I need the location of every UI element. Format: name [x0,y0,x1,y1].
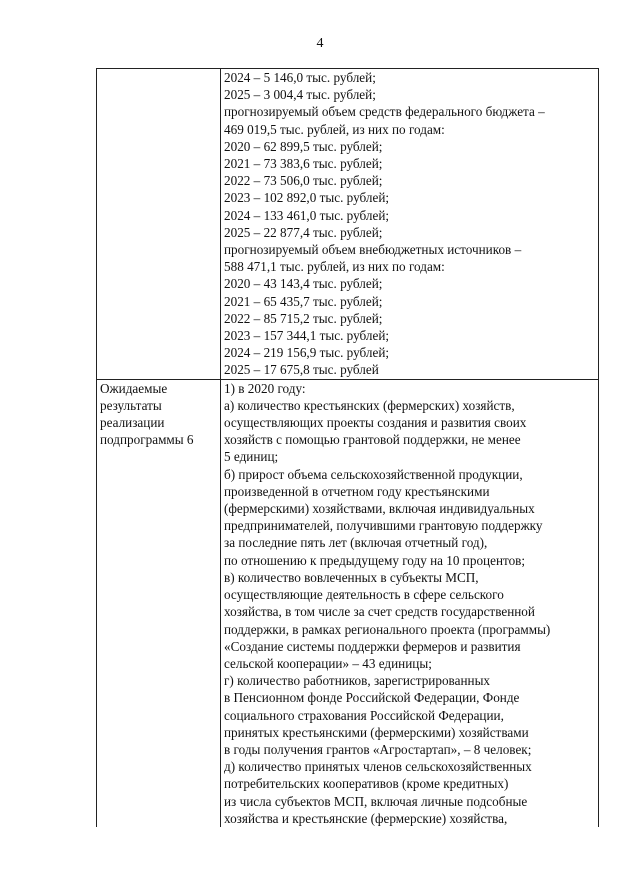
funding-text-line: прогнозируемый объем средств федерального бюджета – [224,104,545,120]
funding-text-line: прогнозируемый объем внебюджетных источников – [224,242,522,258]
results-text-line: потребительских кооперативов (кроме кредитных) [224,776,509,792]
results-text-line: осуществляющих проекты создания и развития своих [224,415,527,431]
funding-text-line: 2022 – 73 506,0 тыс. рублей; [224,173,383,189]
results-text-line: б) прирост объема сельскохозяйственной продукции, [224,466,523,482]
funding-text-line: 2023 – 157 344,1 тыс. рублей; [224,328,390,344]
results-label-line: результаты [100,397,162,413]
results-text-line: «Создание системы поддержки фермеров и развития [224,638,521,654]
results-text-line: д) количество принятых членов сельскохозяйственных [224,759,532,775]
results-text-line: в Пенсионном фонде Российской Федерации, Фонде [224,690,520,706]
results-text-line: в) количество вовлеченных в субъекты МСП, [224,569,479,585]
funding-label-cell [97,69,221,380]
results-text-line: хозяйства и крестьянские (фермерские) хозяйства, [224,810,508,826]
table-row-funding [97,69,599,380]
page-number: 4 [316,36,324,51]
funding-text-line: 2020 – 62 899,5 тыс. рублей; [224,138,383,154]
results-text-line: социального страхования Российской Федерации, [224,707,504,723]
results-text-line: предпринимателей, получившими грантовую поддержку [224,518,543,534]
funding-text-line: 2020 – 43 143,4 тыс. рублей; [224,276,383,292]
funding-text-line: 2024 – 133 461,0 тыс. рублей; [224,207,390,223]
results-text-line: из числа субъектов МСП, включая личные подсобные [224,793,528,809]
results-text-line: (фермерскими) хозяйствами, включая индивидуальных [224,501,535,517]
results-text-line: произведенной в отчетном году крестьянскими [224,483,490,499]
results-text-line: по отношению к предыдущему году на 10 процентов; [224,552,526,568]
results-label-line: Ожидаемые [100,380,168,396]
funding-text-line: 2021 – 73 383,6 тыс. рублей; [224,156,383,172]
funding-text-line: 2025 – 17 675,8 тыс. рублей [224,362,379,378]
funding-text-line: 2024 – 219 156,9 тыс. рублей; [224,345,390,361]
results-text-line: 1) в 2020 году: [224,380,306,396]
funding-text-line: 2025 – 22 877,4 тыс. рублей; [224,224,383,240]
table-row-expected-results [97,379,599,827]
subprogram-passport-table [96,68,599,827]
funding-text-line: 2023 – 102 892,0 тыс. рублей; [224,190,390,206]
results-text-line: г) количество работников, зарегистрированных [224,673,491,689]
results-text-line: принятых крестьянскими (фермерскими) хозяйствами [224,724,529,740]
results-label-cell [97,379,221,827]
results-text-line: сельской кооперации» – 43 единицы; [224,655,432,671]
funding-text-line: 469 019,5 тыс. рублей, из них по годам: [224,121,445,137]
results-text-line: а) количество крестьянских (фермерских) хозяйств, [224,397,515,413]
results-text-line: хозяйств с помощью грантовой поддержки, не менее [224,432,521,448]
funding-text-line: 2022 – 85 715,2 тыс. рублей; [224,310,383,326]
results-label-line: реализации [100,415,165,431]
funding-content-cell [221,69,599,380]
results-label-line: подпрограммы 6 [100,432,194,448]
results-text-line: осуществляющие деятельность в сфере сельского [224,587,504,603]
results-text-line: поддержки, в рамках регионального проекта (программы) [224,621,551,637]
funding-text-line: 588 471,1 тыс. рублей, из них по годам: [224,259,445,275]
results-text-line: в годы получения грантов «Агростартап», – 8 человек; [224,741,532,757]
results-text-line: 5 единиц; [224,449,279,465]
funding-text-line: 2024 – 5 146,0 тыс. рублей; [224,70,376,85]
results-content-cell [221,379,599,827]
funding-text-line: 2025 – 3 004,4 тыс. рублей; [224,87,376,103]
results-text-line: хозяйства, в том числе за счет средств государственной [224,604,535,620]
funding-text-line: 2021 – 65 435,7 тыс. рублей; [224,293,383,309]
results-text-line: за последние пять лет (включая отчетный год), [224,535,488,551]
